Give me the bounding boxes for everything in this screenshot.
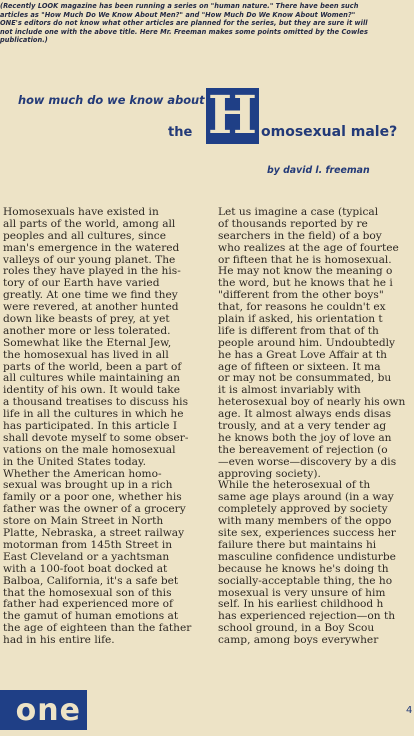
text-line: or may not be consummated, bu <box>218 372 392 385</box>
text-line: failure there but maintains hi <box>218 538 377 551</box>
page-corner-mark: 4 <box>406 705 413 716</box>
text-line: or fifteen that he is homosexual. <box>218 253 392 266</box>
text-line: While the heterosexual of th <box>218 479 371 492</box>
text-line: life is different from that of th <box>218 324 379 337</box>
text-line: age of fifteen or sixteen. It ma <box>218 360 381 373</box>
text-line: family or a poor one, whether his <box>3 491 182 504</box>
text-line: searchers in the field) of a boy <box>218 229 382 242</box>
text-line: peoples and all cultures, since <box>3 229 166 242</box>
text-line: trously, and at a very tender ag <box>218 420 387 433</box>
text-line: camp, among boys everywher <box>218 634 379 647</box>
text-line: because he knows he's doing th <box>218 562 389 575</box>
text-line: school ground, in a Boy Scou <box>218 622 375 635</box>
text-line: socially-acceptable thing, the ho <box>218 574 393 587</box>
text-line: the bereavement of rejection (o <box>218 443 388 456</box>
text-line: that, for reasons he couldn't ex <box>218 301 386 314</box>
text-line: tory of our Earth have varied <box>3 277 160 290</box>
text-line: that the homosexual son of this <box>3 586 172 599</box>
text-line: who realizes at the age of fourtee <box>218 241 399 254</box>
text-line: —even worse—discovery by a dis <box>218 455 397 468</box>
text-line: has experienced rejection—on th <box>218 610 396 623</box>
text-line: completely approved by society <box>218 503 388 516</box>
text-line: store on Main Street in North <box>3 515 164 528</box>
editor-note-line: not include one with the above title. Here Mr. Freeman makes some points omitted by the Cowles <box>0 27 368 36</box>
text-line: the gamut of human emotions at <box>3 610 179 623</box>
editor-note-line: ONE's editors do not know what other articles are planned for the series, but they are sure it will <box>0 19 368 28</box>
text-line: he knows both the joy of love an <box>218 431 392 444</box>
footer-logo-text: one <box>15 692 81 728</box>
text-line: father had experienced more of <box>3 598 173 611</box>
text-line: "different from the other boys" <box>218 289 384 302</box>
title-article: the <box>168 125 193 140</box>
text-line: Balboa, California, it's a safe bet <box>3 574 179 587</box>
text-line: East Cleveland or a yachtsman <box>3 550 170 563</box>
text-line: he has a Great Love Affair at th <box>218 348 388 361</box>
text-line: heterosexual boy of nearly his own <box>218 396 406 409</box>
text-line: valleys of our young planet. The <box>3 253 176 266</box>
text-line: vations on the male homosexual <box>3 443 176 456</box>
title-kicker: how much do we know about <box>18 93 205 107</box>
editor-note-line: articles as "How Much Do We Know About Men?" and "How Much Do We Know About Women?" <box>0 10 356 19</box>
text-line: people around him. Undoubtedly <box>218 336 395 349</box>
byline: by david l. freeman <box>267 165 370 176</box>
right-text-column <box>218 207 414 647</box>
text-line: plain if asked, his orientation t <box>218 313 383 326</box>
text-line: another more or less tolerated. <box>3 324 171 337</box>
text-line: Somewhat like the Eternal Jew, <box>3 336 172 349</box>
text-line: same age plays around (in a way <box>218 491 394 504</box>
text-line: Platte, Nebraska, a street railway <box>3 527 185 540</box>
text-line: motorman from 145th Street in <box>3 538 173 551</box>
text-line: the age of eighteen than the father <box>3 622 192 635</box>
text-line: the word, but he knows that he i <box>218 277 393 290</box>
title-main: omosexual male? <box>261 124 398 140</box>
text-line: Let us imagine a case (typical <box>218 206 379 218</box>
text-line: of thousands reported by re <box>218 217 368 230</box>
text-line: life in all the cultures in which he <box>3 408 184 421</box>
text-line: in the United States today. <box>3 455 146 468</box>
text-line: with many members of the oppo <box>218 515 392 528</box>
editor-note-line: (Recently LOOK magazine has been running a series on "human nature." There have been such <box>0 2 359 10</box>
text-line: it is almost invariably with <box>218 384 361 397</box>
text-line: with a 100-foot boat docked at <box>3 562 168 575</box>
title-initial-letter: H <box>207 85 258 146</box>
text-line: shall devote myself to some obser- <box>3 431 189 444</box>
text-line: masculine confidence undisturbe <box>218 550 396 563</box>
text-line: approving society). <box>218 467 321 480</box>
text-line: Homosexuals have existed in <box>3 206 159 218</box>
text-line: man's emergence in the watered <box>3 241 180 254</box>
left-text-column <box>3 207 199 647</box>
text-line: all cultures while maintaining an <box>3 372 180 385</box>
text-line: identity of his own. It would take <box>3 384 181 397</box>
text-line: greatly. At one time we find they <box>3 289 178 302</box>
editor-note <box>0 2 414 45</box>
text-line: roles they have played in the his- <box>3 265 181 278</box>
text-line: parts of the world, been a part of <box>3 360 182 373</box>
text-line: age. It almost always ends disas <box>218 408 392 421</box>
text-line: a thousand treatises to discuss his <box>3 396 189 409</box>
text-line: were revered, at another hunted <box>3 301 179 314</box>
text-line: the homosexual has lived in all <box>3 348 169 361</box>
text-line: had in his entire life. <box>3 634 115 647</box>
text-line: self. In his earliest childhood h <box>218 598 384 611</box>
footer-logo-block <box>0 690 87 730</box>
text-line: father was the owner of a grocery <box>3 503 186 516</box>
title-initial-block <box>206 85 259 146</box>
text-line: He may not know the meaning o <box>218 265 393 278</box>
text-line: mosexual is very unsure of him <box>218 586 386 599</box>
text-line: down like beasts of prey, at yet <box>3 313 170 326</box>
text-line: all parts of the world, among all <box>3 217 176 230</box>
text-line: site sex, experiences success her <box>218 527 396 540</box>
text-line: sexual was brought up in a rich <box>3 479 173 492</box>
text-line: Whether the American homo- <box>3 467 162 480</box>
editor-note-line: publication.) <box>0 36 48 45</box>
text-line: has participated. In this article I <box>3 420 178 433</box>
